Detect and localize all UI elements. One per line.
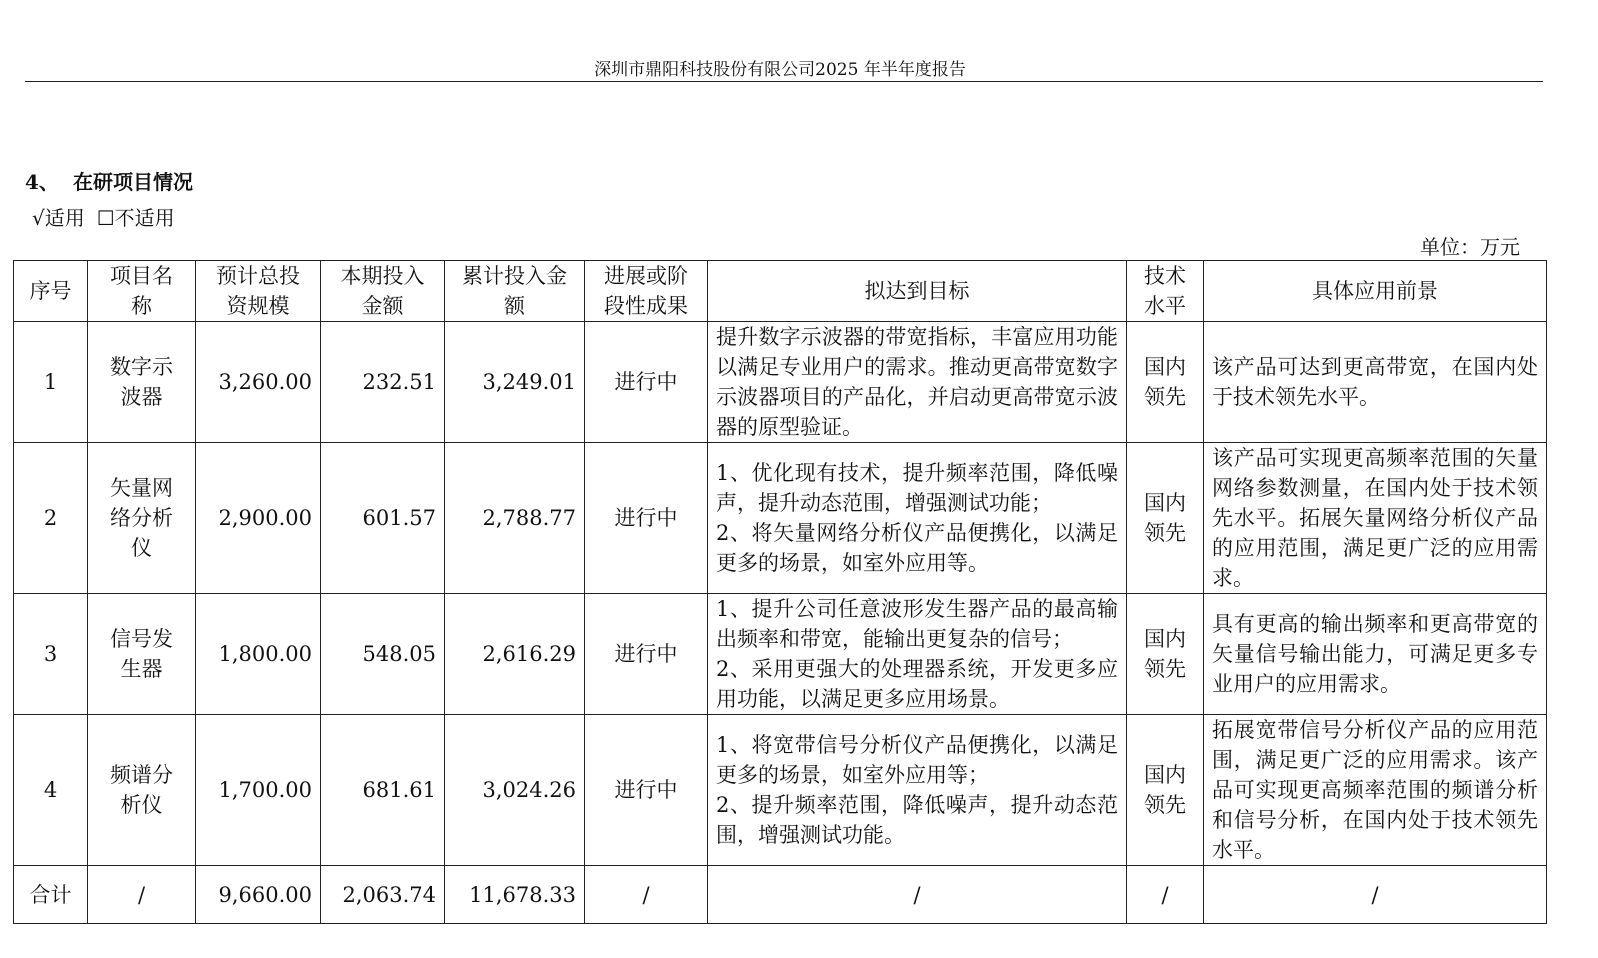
- header-target: 拟达到目标: [708, 261, 1127, 322]
- section-title: 在研项目情况: [73, 170, 193, 194]
- cell-tech-level: 国内 领先: [1127, 715, 1204, 866]
- table-row: [14, 594, 1547, 715]
- cell-period-input: 601.57: [321, 443, 445, 594]
- header-name: 项目名 称: [88, 261, 196, 322]
- total-name: /: [88, 866, 196, 924]
- header-prospect: 具体应用前景: [1204, 261, 1547, 322]
- cell-tech-level: 国内 领先: [1127, 594, 1204, 715]
- header-tech-level: 技术 水平: [1127, 261, 1204, 322]
- report-header-title: 深圳市鼎阳科技股份有限公司2025 年半年度报告: [594, 60, 966, 80]
- cell-progress: 进行中: [585, 443, 708, 594]
- cell-cumulative-input: 3,249.01: [445, 322, 585, 443]
- total-budget: 9,660.00: [196, 866, 321, 924]
- cell-tech-level: 国内 领先: [1127, 322, 1204, 443]
- cell-progress: 进行中: [585, 594, 708, 715]
- section-number: 4、: [25, 170, 59, 194]
- cell-target: 1、将宽带信号分析仪产品便携化，以满足更多的场景，如室外应用等； 2、提升频率范围，降低噪声，提升动态范围，增强测试功能。: [708, 715, 1127, 866]
- cell-prospect: 该产品可实现更高频率范围的矢量网络参数测量，在国内处于技术领先水平。拓展矢量网络分析仪产品的应用范围，满足更广泛的应用需求。: [1204, 443, 1547, 594]
- cell-name: 频谱分 析仪: [88, 715, 196, 866]
- total-tech-level: /: [1127, 866, 1204, 924]
- not-applicable-option: ☐不适用: [96, 206, 175, 230]
- cell-target: 提升数字示波器的带宽指标，丰富应用功能以满足专业用户的需求。推动更高带宽数字示波器项目的产品化，并启动更高带宽示波器的原型验证。: [708, 322, 1127, 443]
- section-heading: [25, 166, 193, 195]
- total-period-input: 2,063.74: [321, 866, 445, 924]
- total-label: 合计: [14, 866, 88, 924]
- cell-seq: 2: [14, 443, 88, 594]
- unit-label: 单位：万元: [1420, 235, 1520, 259]
- header-budget: 预计总投 资规模: [196, 261, 321, 322]
- table-row: [14, 443, 1547, 594]
- cell-name: 数字示 波器: [88, 322, 196, 443]
- cell-progress: 进行中: [585, 322, 708, 443]
- rd-projects-table: [13, 260, 1547, 924]
- cell-seq: 4: [14, 715, 88, 866]
- cell-period-input: 548.05: [321, 594, 445, 715]
- header-period-input: 本期投入 金额: [321, 261, 445, 322]
- cell-budget: 1,800.00: [196, 594, 321, 715]
- total-target: /: [708, 866, 1127, 924]
- cell-budget: 1,700.00: [196, 715, 321, 866]
- header-seq: 序号: [14, 261, 88, 322]
- cell-cumulative-input: 3,024.26: [445, 715, 585, 866]
- cell-seq: 1: [14, 322, 88, 443]
- header-cumulative-input: 累计投入金 额: [445, 261, 585, 322]
- cell-name: 矢量网 络分析 仪: [88, 443, 196, 594]
- cell-target: 1、提升公司任意波形发生器产品的最高输出频率和带宽，能输出更复杂的信号； 2、采用更强大的处理器系统，开发更多应用功能，以满足更多应用场景。: [708, 594, 1127, 715]
- total-progress: /: [585, 866, 708, 924]
- cell-prospect: 该产品可达到更高带宽，在国内处于技术领先水平。: [1204, 322, 1547, 443]
- cell-cumulative-input: 2,788.77: [445, 443, 585, 594]
- table-total-row: [14, 866, 1547, 924]
- cell-tech-level: 国内 领先: [1127, 443, 1204, 594]
- cell-seq: 3: [14, 594, 88, 715]
- cell-cumulative-input: 2,616.29: [445, 594, 585, 715]
- table-row: [14, 322, 1547, 443]
- table-header-row: [14, 261, 1547, 322]
- cell-target: 1、优化现有技术，提升频率范围，降低噪声，提升动态范围，增强测试功能； 2、将矢量网络分析仪产品便携化，以满足更多的场景，如室外应用等。: [708, 443, 1127, 594]
- total-prospect: /: [1204, 866, 1547, 924]
- table-row: [14, 715, 1547, 866]
- cell-period-input: 681.61: [321, 715, 445, 866]
- total-cumulative-input: 11,678.33: [445, 866, 585, 924]
- cell-name: 信号发 生器: [88, 594, 196, 715]
- cell-budget: 3,260.00: [196, 322, 321, 443]
- header-progress: 进展或阶 段性成果: [585, 261, 708, 322]
- applicable-option: √适用: [32, 206, 85, 230]
- cell-budget: 2,900.00: [196, 443, 321, 594]
- cell-prospect: 拓展宽带信号分析仪产品的应用范围，满足更广泛的应用需求。该产品可实现更高频率范围的频谱分析和信号分析，在国内处于技术领先水平。: [1204, 715, 1547, 866]
- cell-prospect: 具有更高的输出频率和更高带宽的矢量信号输出能力，可满足更多专业用户的应用需求。: [1204, 594, 1547, 715]
- header-divider: [25, 81, 1543, 82]
- cell-progress: 进行中: [585, 715, 708, 866]
- applicability-options: [32, 202, 175, 231]
- cell-period-input: 232.51: [321, 322, 445, 443]
